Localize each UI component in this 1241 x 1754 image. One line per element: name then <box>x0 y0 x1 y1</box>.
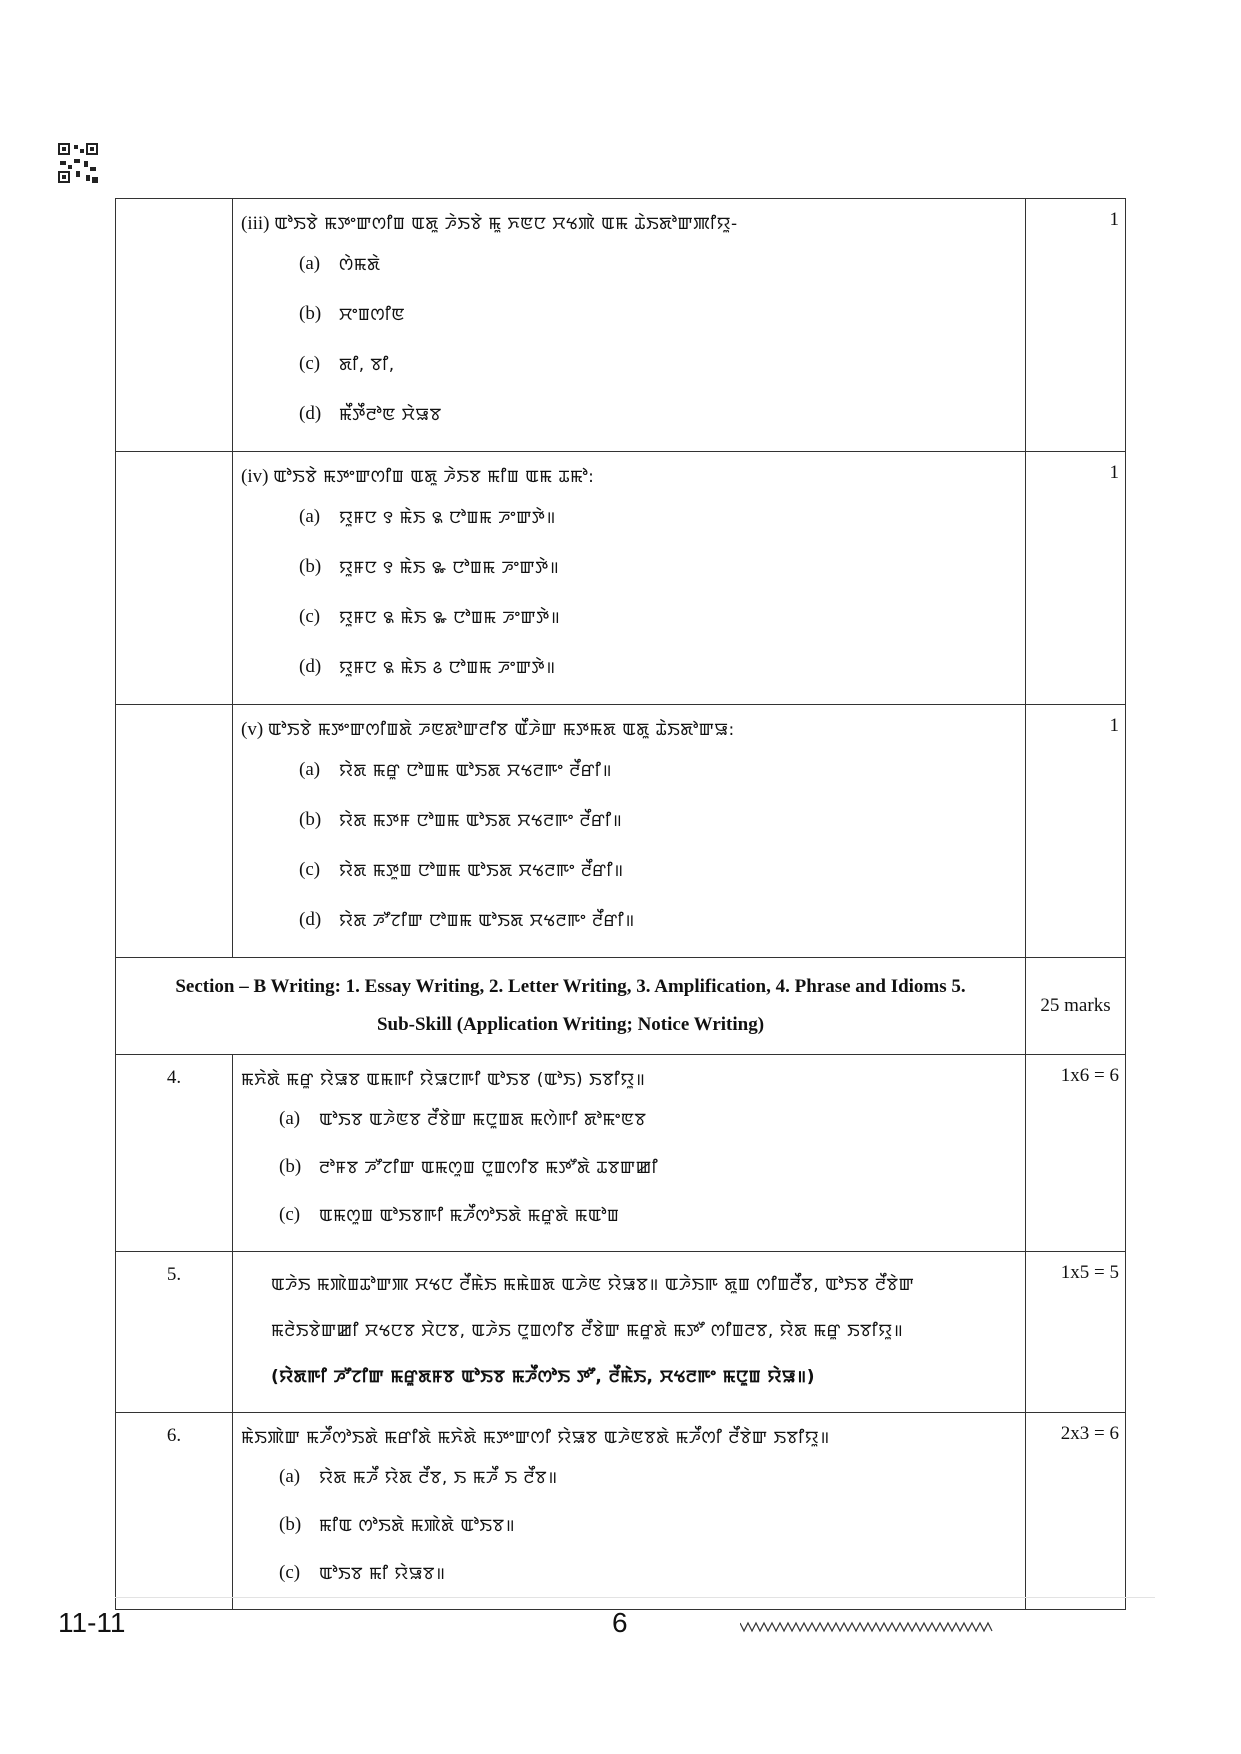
option-d: (d) ꯌꯨꯝꯅ ꯲ ꯃꯥꯏ ꯴ ꯅꯣꯡꯃ ꯍꯦꯛꯇꯥ॥ <box>299 656 556 678</box>
sub-question-number: (iv) <box>241 466 269 487</box>
question-cell <box>233 199 1026 452</box>
sub-question-number: (v) <box>241 719 264 740</box>
question-number: 4. <box>116 1055 233 1252</box>
question-paragraph-line1: ꯑꯍꯥꯏ ꯃꯄꯥꯡꯊꯣꯛꯄ ꯆꯠꯅ ꯂꯩꯃꯥꯏ ꯃꯃꯥꯡꯗ ꯑꯍꯥꯟ ꯌꯥꯎꯕ॥ ꯑꯍꯥꯏꯒ ꯗꯨꯡ ꯁꯤꯡꯂꯩꯕ, ꯑꯣꯏꯕ ꯂꯩꯕꯥꯛ <box>271 1275 915 1295</box>
question-cell <box>233 705 1026 958</box>
marks-cell: 1x6 = 6 <box>1026 1055 1126 1252</box>
option-c: (c) ꯌꯨꯝꯅ ꯲ ꯃꯥꯏ ꯳ ꯅꯣꯡꯃ ꯍꯦꯛꯇꯥ॥ <box>299 606 561 628</box>
question-number: 5. <box>116 1252 233 1413</box>
option-b: (b) ꯂꯣꯝꯕ ꯍꯧꯖꯤꯛ ꯑꯃꯁꯨꯡ ꯅꯨꯡꯁꯤꯕ ꯃꯇꯧꯗꯥ ꯊꯕꯛꯀꯤ <box>279 1156 659 1178</box>
question-cell <box>233 452 1026 705</box>
option-a: (a) ꯌꯥꯗ ꯃꯔꯨ ꯅꯣꯡꯃ ꯑꯣꯏꯗ ꯆꯠꯂꯒꯦ ꯂꯩꯔꯤ॥ <box>299 759 613 781</box>
question-stem: ꯑꯣꯏꯕꯥ ꯃꯇꯦꯛꯁꯤꯡꯗꯥ ꯍꯟꯗꯣꯛꯂꯤꯕ ꯑꯩꯍꯥꯛ ꯃꯇꯃꯗ ꯑꯗꯨ ꯊꯥꯏꯗꯣꯛꯎ: <box>267 720 735 740</box>
option-d: (d) ꯌꯥꯗ ꯍꯧꯖꯤꯛ ꯅꯣꯡꯃ ꯑꯣꯏꯗ ꯆꯠꯂꯒꯦ ꯂꯩꯔꯤ॥ <box>299 909 635 931</box>
option-c: (c) ꯑꯣꯏꯕ ꯃꯤ ꯌꯥꯎꯕ॥ <box>279 1562 446 1584</box>
option-b: (b) ꯃꯤꯑ ꯁꯣꯏꯗꯥ ꯃꯄꯥꯗꯥ ꯑꯣꯏꯕ॥ <box>279 1514 516 1536</box>
number-cell <box>116 452 233 705</box>
option-a: (a) ꯑꯣꯏꯕ ꯑꯍꯥꯟꯕ ꯂꯩꯕꯥꯛ ꯃꯅꯨꯡꯗ ꯃꯁꯥꯒꯤ ꯗꯣꯃꯦꯟꯕ <box>279 1108 647 1130</box>
question-row-6 <box>116 1413 1126 1610</box>
footer-divider <box>115 1597 1155 1598</box>
option-d: (d) ꯃꯩꯇꯩꯂꯣꯟ ꯆꯥꯎꯕ <box>299 403 442 425</box>
option-a: (a) ꯌꯨꯝꯅ ꯱ ꯃꯥꯏ ꯲ ꯅꯣꯡꯃ ꯍꯦꯛꯇꯥ॥ <box>299 506 556 528</box>
option-a: (a) ꯁꯥꯃꯗꯥ <box>299 253 381 275</box>
question-row-v <box>116 705 1126 958</box>
qr-code-icon <box>58 143 98 183</box>
number-cell <box>116 199 233 452</box>
option-b: (b) ꯆꯦꯡꯁꯤꯟ <box>299 303 405 325</box>
section-b-line2: Sub-Skill (Application Writing; Notice Writing) <box>376 1014 765 1035</box>
question-cell <box>233 1055 1026 1252</box>
marks-cell: 1 <box>1026 705 1126 958</box>
number-cell <box>116 705 233 958</box>
option-c: (c) ꯌꯥꯗ ꯃꯇꯨꯡ ꯅꯣꯡꯃ ꯑꯣꯏꯗ ꯆꯠꯂꯒꯦ ꯂꯩꯔꯤ॥ <box>299 859 624 881</box>
section-b-marks: 25 marks <box>1026 958 1126 1055</box>
question-paragraph-line2: ꯃꯂꯥꯏꯕꯥꯛꯀꯤ ꯆꯠꯅꯕ ꯆꯥꯅꯕ, ꯑꯍꯥꯏ ꯅꯨꯡꯁꯤꯕ ꯂꯩꯕꯥꯛ ꯃꯔꯨꯗꯥ ꯃꯇꯧ ꯁꯤꯡꯂꯕ, ꯌꯥꯗ ꯃꯔꯨ ꯏꯕꯤꯌꯨ॥ <box>271 1321 904 1341</box>
question-cell <box>233 1252 1026 1413</box>
marks-cell: 1 <box>1026 199 1126 452</box>
option-b: (b) ꯌꯨꯝꯅ ꯱ ꯃꯥꯏ ꯳ ꯅꯣꯡꯃ ꯍꯦꯛꯇꯥ॥ <box>299 556 560 578</box>
option-c: (c) ꯑꯃꯁꯨꯡ ꯑꯣꯏꯕꯒꯤ ꯃꯍꯩꯁꯣꯏꯗꯥ ꯃꯔꯨꯗꯥ ꯃꯑꯣꯡ <box>279 1204 620 1226</box>
question-row-iv <box>116 452 1126 705</box>
sub-question-number: (iii) <box>241 213 270 234</box>
question-number: 6. <box>116 1413 233 1610</box>
question-stem: ꯃꯥꯏꯄꯥꯛ ꯃꯍꯩꯁꯣꯏꯗꯥ ꯃꯔꯤꯗꯥ ꯃꯈꯥꯗꯥ ꯃꯇꯦꯛꯁꯤ ꯌꯥꯎꯕ ꯑꯍꯥꯟꯕꯗꯥ ꯃꯍꯩꯁꯤ ꯂꯩꯕꯥꯛ ꯏꯕꯤꯌꯨ॥ <box>241 1428 830 1448</box>
question-table <box>115 198 1126 1610</box>
option-b: (b) ꯌꯥꯗ ꯃꯇꯝ ꯅꯣꯡꯃ ꯑꯣꯏꯗ ꯆꯠꯂꯒꯦ ꯂꯩꯔꯤ॥ <box>299 809 623 831</box>
section-b-heading <box>116 958 1026 1055</box>
marks-cell: 2x3 = 6 <box>1026 1413 1126 1610</box>
section-b-line1: Section – B Writing: 1. Essay Writing, 2. Letter Writing, 3. Amplification, 4. Phrase and Idioms 5. <box>175 976 966 997</box>
decorative-wave-icon <box>740 1620 995 1634</box>
question-stem: ꯑꯣꯏꯕꯥ ꯃꯇꯦꯛꯁꯤꯡ ꯑꯗꯨ ꯍꯥꯏꯕꯥ ꯃꯨ ꯈꯟꯅ ꯆꯠꯄꯥ ꯑꯃ ꯊꯥꯏꯗꯣꯛꯄꯤꯌꯨ- <box>274 214 738 234</box>
question-row-5 <box>116 1252 1126 1413</box>
question-stem: ꯃꯈꯥꯗꯥ ꯃꯔꯨ ꯌꯥꯎꯕ ꯑꯃꯒꯤ ꯌꯥꯎꯅꯒꯤ ꯑꯣꯏꯕ (ꯑꯣꯏ) ꯏꯕꯤꯌꯨ॥ <box>241 1070 646 1090</box>
question-row-iii <box>116 199 1126 452</box>
section-b-row <box>116 958 1126 1055</box>
question-stem: ꯑꯣꯏꯕꯥ ꯃꯇꯦꯛꯁꯤꯡ ꯑꯗꯨ ꯍꯥꯏꯕ ꯃꯤꯡ ꯑꯃ ꯊꯃꯣ: <box>273 467 595 487</box>
marks-cell: 1x5 = 5 <box>1026 1252 1126 1413</box>
marks-cell: 1 <box>1026 452 1126 705</box>
question-hint: (ꯌꯥꯗꯒꯤ ꯍꯧꯖꯤꯛ ꯃꯔꯨꯗꯝꯕ ꯑꯣꯏꯕ ꯃꯍꯩꯁꯣꯏ ꯇꯧ, ꯂꯩꯃꯥꯏ, ꯆꯠꯂꯒꯦ ꯃꯅꯨꯡ ꯌꯥꯎ॥) <box>271 1367 815 1387</box>
question-cell <box>233 1413 1026 1610</box>
option-a: (a) ꯌꯥꯗ ꯃꯍꯩ ꯌꯥꯗ ꯂꯩꯕ, ꯏ ꯃꯍꯩ ꯏ ꯂꯩꯕ॥ <box>279 1466 558 1488</box>
option-c: (c) ꯗꯤ, ꯕꯤ, <box>299 353 395 375</box>
footer-code: 11-11 <box>58 1607 126 1638</box>
question-row-4 <box>116 1055 1126 1252</box>
page-number: 6 <box>612 1607 628 1638</box>
